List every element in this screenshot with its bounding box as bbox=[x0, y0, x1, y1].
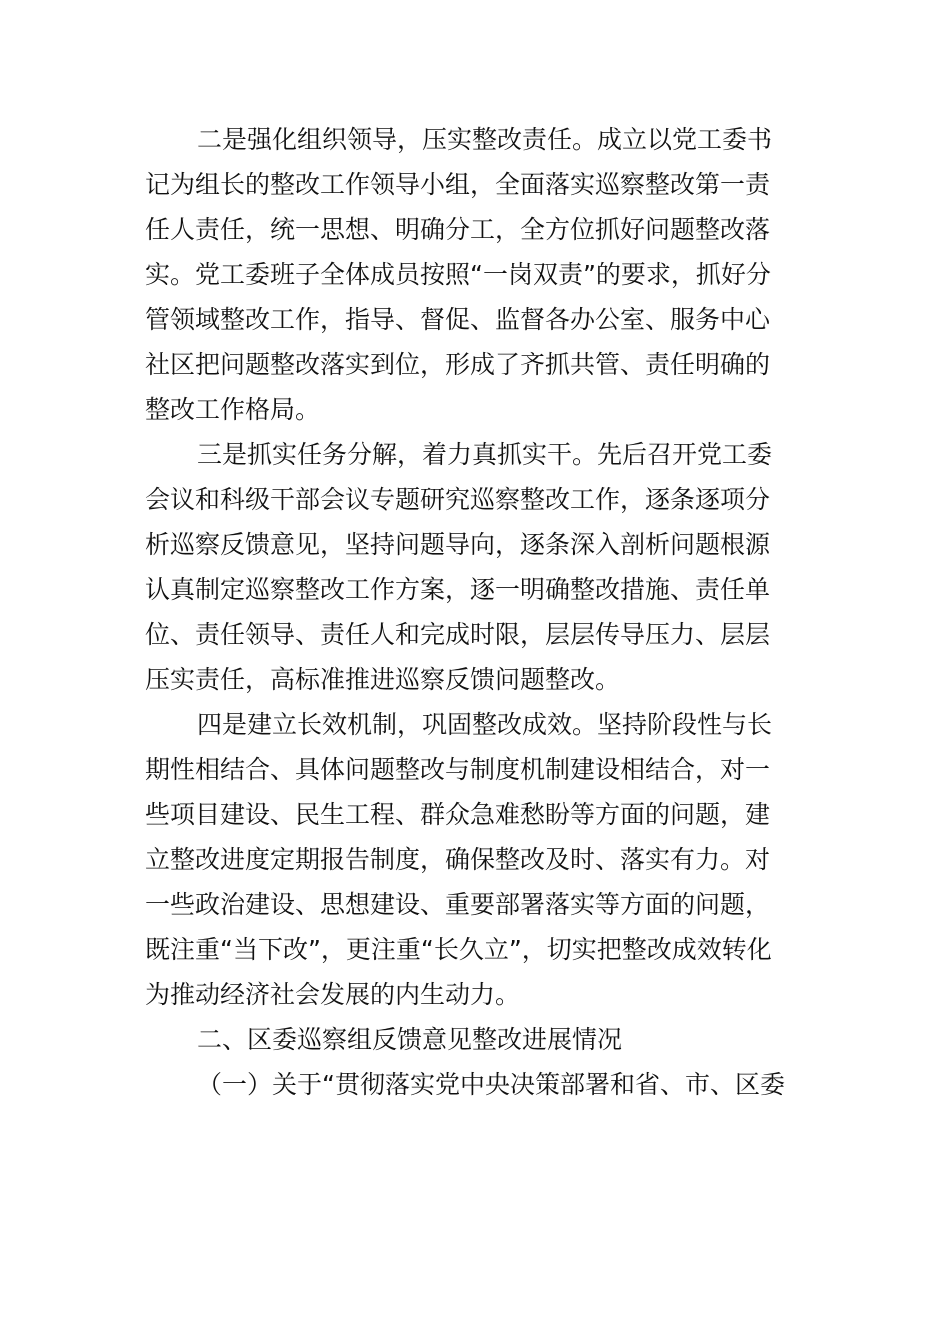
paragraph-2-line-6: 社区把问题整改落实到位，形成了齐抓共管、责任明确的 bbox=[145, 350, 771, 379]
paragraph-3-line-6: 压实责任，高标准推进巡察反馈问题整改。 bbox=[145, 665, 621, 694]
paragraph-4-line-3: 些项目建设、民生工程、群众急难愁盼等方面的问题，建 bbox=[145, 800, 771, 829]
paragraph-2-line-4: 实。党工委班子全体成员按照“一岗双责”的要求，抓好分 bbox=[145, 260, 771, 289]
paragraph-4-line-1: 四是建立长效机制，巩固整改成效。坚持阶段性与长 bbox=[197, 710, 773, 739]
paragraph-2-line-3: 任人责任，统一思想、明确分工，全方位抓好问题整改落 bbox=[145, 215, 771, 244]
paragraph-3-line-2: 会议和科级干部会议专题研究巡察整改工作，逐条逐项分 bbox=[145, 485, 771, 514]
paragraph-2-line-2: 记为组长的整改工作领导小组，全面落实巡察整改第一责 bbox=[145, 170, 771, 199]
paragraph-4-line-4: 立整改进度定期报告制度，确保整改及时、落实有力。对 bbox=[145, 845, 771, 874]
paragraph-2-line-5: 管领域整改工作，指导、督促、监督各办公室、服务中心 bbox=[145, 305, 771, 334]
document-body bbox=[145, 117, 807, 1107]
subsection-heading: （一）关于“贯彻落实党中央决策部署和省、市、区委 bbox=[197, 1070, 785, 1099]
paragraph-4-line-2: 期性相结合、具体问题整改与制度机制建设相结合，对一 bbox=[145, 755, 771, 784]
paragraph-4-line-5: 一些政治建设、思想建设、重要部署落实等方面的问题， bbox=[145, 890, 771, 919]
section-heading: 二、区委巡察组反馈意见整改进展情况 bbox=[197, 1025, 623, 1054]
paragraph-3-line-5: 位、责任领导、责任人和完成时限，层层传导压力、层层 bbox=[145, 620, 771, 649]
paragraph-3-line-3: 析巡察反馈意见，坚持问题导向，逐条深入剖析问题根源 bbox=[145, 530, 771, 559]
paragraph-2-line-7: 整改工作格局。 bbox=[145, 395, 321, 424]
paragraph-3-line-4: 认真制定巡察整改工作方案，逐一明确整改措施、责任单 bbox=[145, 575, 771, 604]
paragraph-3-line-1: 三是抓实任务分解，着力真抓实干。先后召开党工委 bbox=[197, 440, 773, 469]
paragraph-4-line-7: 为推动经济社会发展的内生动力。 bbox=[145, 980, 521, 1009]
paragraph-2-line-1: 二是强化组织领导，压实整改责任。成立以党工委书 bbox=[197, 125, 773, 154]
paragraph-4-line-6: 既注重“当下改”，更注重“长久立”，切实把整改成效转化 bbox=[145, 935, 772, 964]
